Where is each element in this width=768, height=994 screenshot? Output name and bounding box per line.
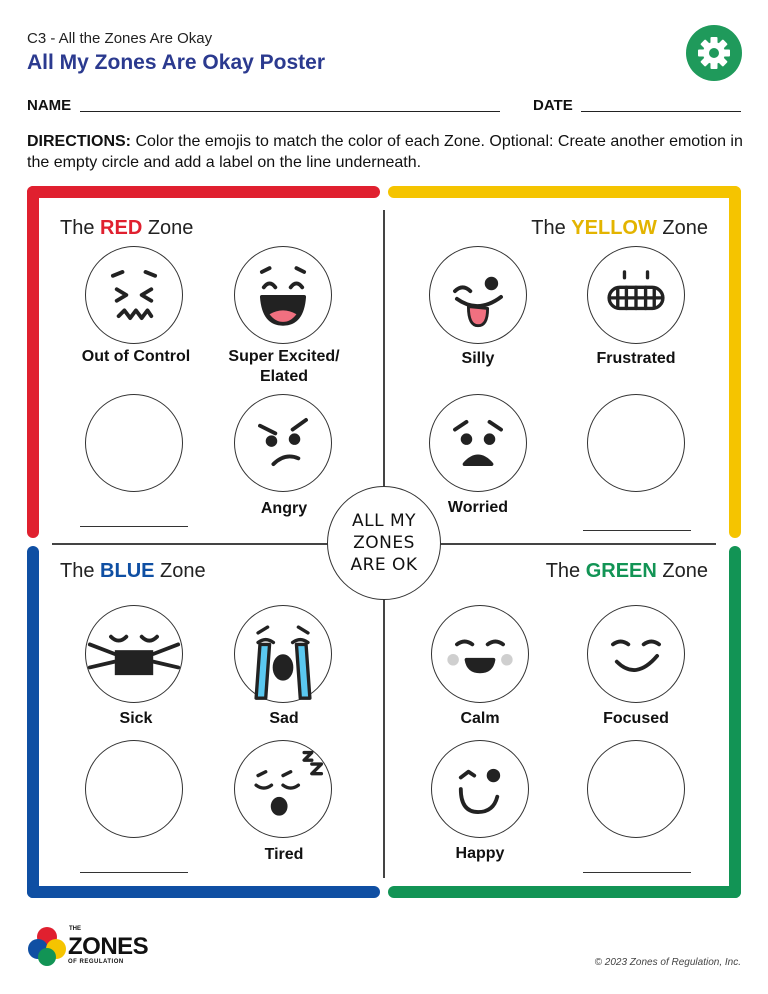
blue-zone-border-bottom [27, 886, 380, 898]
out-of-control-label: Out of Control [81, 348, 191, 365]
empty-label-line[interactable] [80, 872, 188, 873]
red-zone-border-side [27, 186, 39, 538]
super-excited-emoji-icon [234, 246, 332, 344]
sad-label: Sad [269, 710, 299, 727]
directions-label: DIRECTIONS: [27, 133, 131, 150]
super-excited-label: Super Excited/ Elated [228, 348, 340, 385]
blue-zone-border-side [27, 546, 39, 898]
red-zone-title: The RED Zone [60, 217, 194, 239]
calm-label: Calm [460, 710, 500, 727]
green-zone-border-side [729, 546, 741, 898]
sad-emoji-icon [234, 605, 332, 703]
yellow-zone-border-side [729, 186, 741, 538]
directions-text: Color the emojis to match the color of each Zone. Optional: Create another emotion in the empty circle and add a label on the line underneath. [27, 133, 743, 171]
date-label: DATE [533, 97, 573, 114]
page-title: All My Zones Are Okay Poster [27, 51, 325, 74]
directions [27, 131, 747, 173]
logo-the: THE [69, 926, 81, 932]
yellow-zone-title: The YELLOW Zone [531, 217, 708, 239]
copyright: © 2023 Zones of Regulation, Inc. [594, 957, 741, 968]
blue-zone-title: The BLUE Zone [60, 560, 206, 582]
subtitle: C3 - All the Zones Are Okay [27, 30, 213, 47]
focused-label: Focused [603, 710, 669, 727]
calm-emoji-icon [431, 605, 529, 703]
empty-emoji-circle[interactable] [587, 740, 685, 838]
logo-word: ZONES [68, 933, 149, 960]
tired-emoji-icon [234, 740, 332, 838]
sick-label: Sick [119, 710, 153, 727]
zones-logo-icon [27, 925, 67, 972]
empty-emoji-circle[interactable] [85, 394, 183, 492]
name-line[interactable] [80, 111, 500, 112]
gear-icon [686, 25, 742, 81]
happy-emoji-icon [431, 740, 529, 838]
silly-emoji-icon [429, 246, 527, 344]
frustrated-label: Frustrated [596, 350, 676, 367]
worried-label: Worried [447, 499, 509, 516]
silly-label: Silly [461, 350, 495, 367]
green-zone-title: The GREEN Zone [545, 560, 708, 582]
happy-label: Happy [455, 845, 505, 862]
yellow-zone-border-top [388, 186, 741, 198]
sick-emoji-icon [85, 605, 183, 703]
green-zone-border-bottom [388, 886, 741, 898]
focused-emoji-icon [587, 605, 685, 703]
frustrated-emoji-icon [587, 246, 685, 344]
center-text: ALL MY ZONES ARE OK [350, 511, 418, 575]
empty-label-line[interactable] [583, 872, 691, 873]
logo-subtitle: OF REGULATION [68, 959, 124, 965]
out-of-control-emoji-icon [85, 246, 183, 344]
name-label: NAME [27, 97, 72, 114]
empty-label-line[interactable] [583, 530, 691, 531]
angry-label: Angry [260, 500, 308, 517]
tired-label: Tired [264, 846, 304, 863]
empty-emoji-circle[interactable] [85, 740, 183, 838]
empty-emoji-circle[interactable] [587, 394, 685, 492]
worried-emoji-icon [429, 394, 527, 492]
center-badge [327, 486, 441, 600]
empty-label-line[interactable] [80, 526, 188, 527]
date-line[interactable] [581, 111, 741, 112]
angry-emoji-icon [234, 394, 332, 492]
red-zone-border-top [27, 186, 380, 198]
